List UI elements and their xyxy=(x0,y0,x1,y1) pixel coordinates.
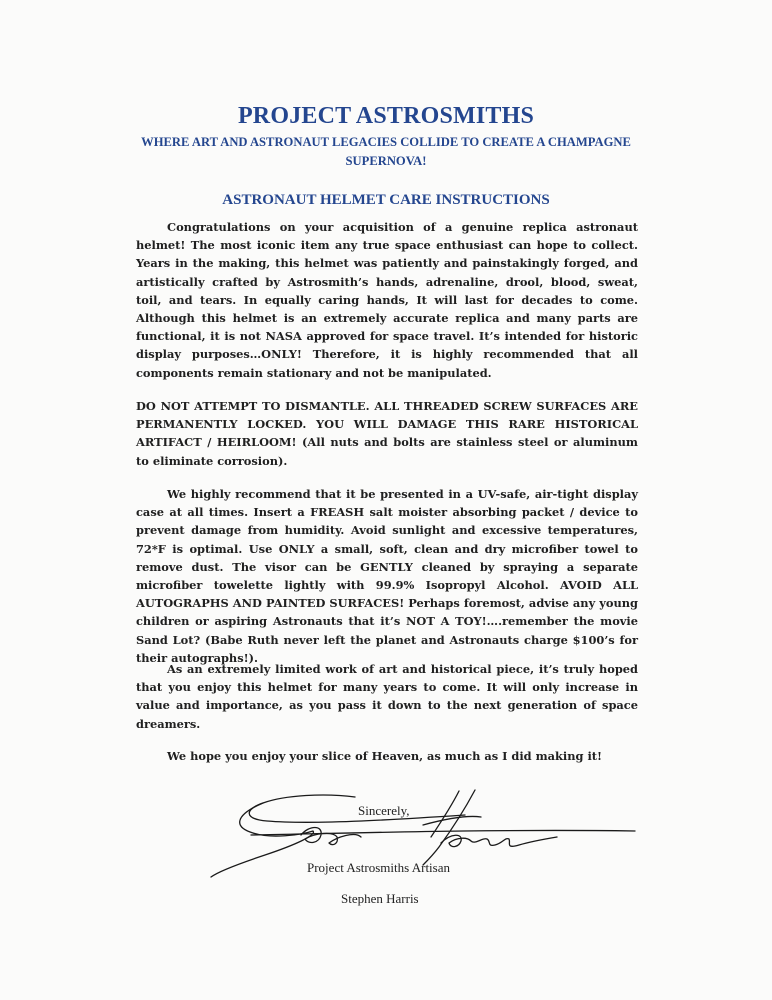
signer-role: Project Astrosmiths Artisan xyxy=(307,860,450,875)
document-subtitle: WHERE ART AND ASTRONAUT LEGACIES COLLIDE TO CREATE A CHAMPAGNE SUPERNOVA! xyxy=(141,135,631,168)
paragraph-display-care: We highly recommend that it be presented in a UV-safe, air-tight display case at all times. Insert a FREASH salt moister absorbing packet / device to prevent damage from humidity. Avoid sunlight and excessive temperatures, 72*F is optimal. Use ONLY a small, soft, clean and dry microfiber towel to remove dust. The visor can be GENTLY cleaned by spraying a separate microfiber towelette lightly with 99.9% Isopropyl Alcohol. AVOID ALL AUTOGRAPHS AND PAINTED SURFACES! Perhaps foremost, advise any young children or aspiring Astronauts that it’s NOT A TOY!….remember the movie Sand Lot? (Babe Ruth never left the planet and Astronauts charge $100’s for their autographs!). xyxy=(136,487,638,665)
sincerely-line: Sincerely, xyxy=(358,803,410,818)
document-title: PROJECT ASTROSMITHS xyxy=(237,103,535,129)
paragraph-warning: DO NOT ATTEMPT TO DISMANTLE. ALL THREADED SCREW SURFACES ARE PERMANENTLY LOCKED. YOU WILL DAMAGE THIS RARE HISTORICAL ARTIFACT / HEIRLOOM! (All nuts and bolts are stainless steel or aluminum to eliminate corrosion). xyxy=(136,399,638,468)
signer-name: Stephen Harris xyxy=(341,891,419,906)
paragraph-intro: Congratulations on your acquisition of a genuine replica astronaut helmet! The most iconic item any true space enthusiast can hope to collect. Years in the making, this helmet was patiently and painstakingly forged, and artistically crafted by Astrosmith’s hands, adrenaline, drool, blood, sweat, toil, and tears. In equally caring hands, It will last for decades to come. Although this helmet is an extremely accurate replica and many parts are functional, it is not NASA approved for space travel. It’s intended for historic display purposes…ONLY! Therefore, it is highly recommended that all components remain stationary and not be manipulated. xyxy=(136,220,638,380)
section-heading: ASTRONAUT HELMET CARE INSTRUCTIONS xyxy=(222,192,550,208)
closing-line: We hope you enjoy your slice of Heaven, as much as I did making it! xyxy=(167,749,603,763)
paragraph-legacy: As an extremely limited work of art and historical piece, it’s truly hoped that you enjoy this helmet for many years to come. It will only increase in value and importance, as you pass it down to the next generation of space dreamers. xyxy=(136,662,638,731)
